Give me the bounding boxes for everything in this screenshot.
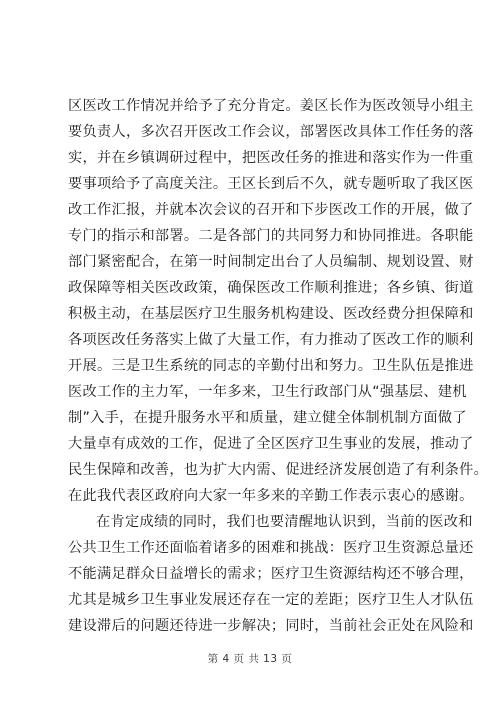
- text-line: 区医改工作情况并给予了充分肯定。姜区长作为医改领导小组主: [68, 98, 474, 114]
- text-line: 公共卫生工作还面临着诸多的困难和挑战：医疗卫生资源总量还: [68, 540, 474, 556]
- text-line: 各项医改任务落实上做了大量工作，有力推动了医改工作的顺利: [68, 332, 474, 348]
- text-line: 民生保障和改善，也为扩大内需、促进经济发展创造了有利条件。: [68, 462, 489, 478]
- text-line: 专门的指示和部署。二是各部门的共同努力和协同推进。各职能: [68, 228, 474, 244]
- text-line: 改工作汇报，并就本次会议的召开和下步医改工作的开展，做了: [68, 202, 474, 218]
- text-line: 医改工作的主力军，一年多来，卫生行政部门从“强基层、建机: [68, 384, 467, 400]
- page-number-footer: 第 4 页 共 13 页: [207, 653, 293, 665]
- text-line: 实，并在乡镇调研过程中，把医改任务的推进和落实作为一件重: [68, 150, 474, 166]
- text-line: 在此我代表区政府向大家一年多来的辛勤工作表示衷心的感谢。: [68, 488, 474, 504]
- text-line: 建设滞后的问题还待进一步解决；同时，当前社会正处在风险和: [68, 618, 474, 634]
- text-line: 制”入手，在提升服务水平和质量，建立健全体制机制方面做了: [68, 410, 467, 426]
- body-text: [68, 93, 489, 639]
- paragraph-first-line: 在肯定成绩的同时，我们也要清醒地认识到，当前的医改和: [96, 514, 473, 530]
- text-line: 要负责人，多次召开医改工作会议，部署医改具体工作任务的落: [68, 124, 474, 140]
- text-line: 开展。三是卫生系统的同志的辛勤付出和努力。卫生队伍是推进: [68, 358, 474, 374]
- text-line: 政保障等相关医改政策，确保医改工作顺利推进；各乡镇、街道: [68, 280, 474, 296]
- text-line: 大量卓有成效的工作，促进了全区医疗卫生事业的发展，推动了: [68, 436, 474, 452]
- text-line: 不能满足群众日益增长的需求；医疗卫生资源结构还不够合理，: [68, 566, 474, 582]
- text-line: 尤其是城乡卫生事业发展还存在一定的差距；医疗卫生人才队伍: [68, 592, 474, 608]
- text-line: 积极主动，在基层医疗卫生服务机构建设、医改经费分担保障和: [68, 306, 474, 322]
- text-line: 要事项给予了高度关注。王区长到后不久，就专题听取了我区医: [68, 176, 474, 192]
- text-line: 部门紧密配合，在第一时间制定出台了人员编制、规划设置、财: [68, 254, 474, 270]
